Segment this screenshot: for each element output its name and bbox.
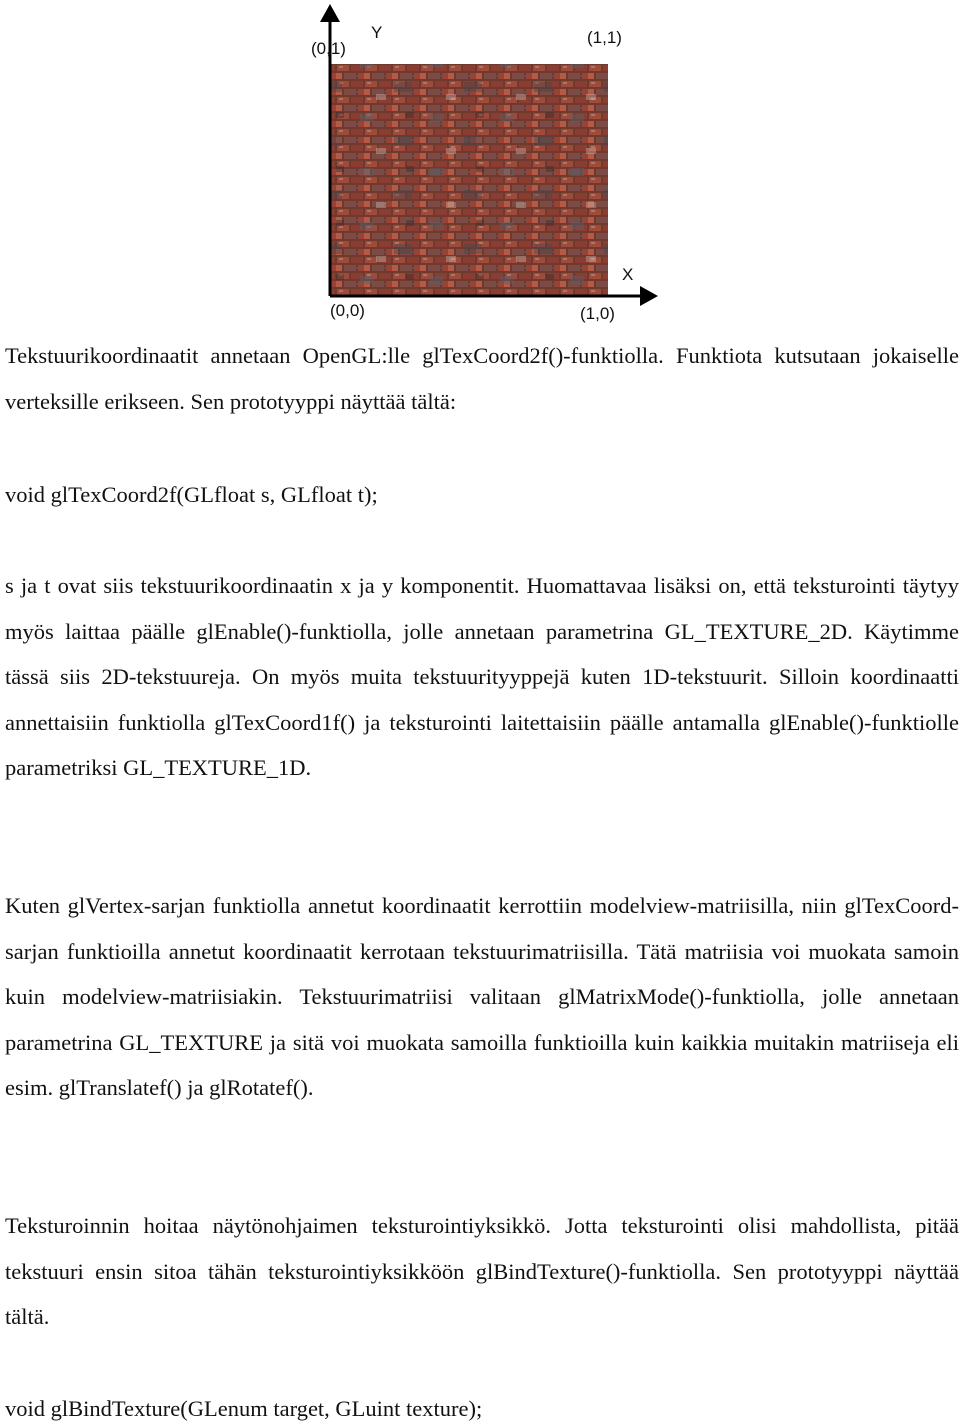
paragraph-texture-unit: Teksturoinnin hoitaa näytönohjaimen teksturointiyksikkö. Jotta teksturointi olisi mahdollista, pitää tekstuuri ensin sitoa tähän teksturointiyksikköön glBindTexture()-funktiolla. Sen prototyyppi näyttää tältä.: [5, 1213, 959, 1329]
y-axis-arrow: [320, 4, 340, 22]
code-prototype-bindtexture: void glBindTexture(GLenum target, GLuint texture);: [5, 1396, 483, 1421]
x-axis-label: X: [622, 265, 634, 284]
brick-wall-texture: [330, 64, 608, 296]
texture-coordinate-figure: [0, 0, 960, 330]
corner-label-top-right: (1,1): [587, 28, 622, 47]
paragraph-texture-matrix: Kuten glVertex-sarjan funktiolla annetut koordinaatit kerrottiin modelview-matriisilla, niin glTexCoord-sarjan funktioilla annetut koordinaatit kerrotaan tekstuurimatriisilla. Tätä matriisia voi muokata samoin kuin modelview-matriisiakin. Tekstuurimatriisi valitaan glMatrixMode()-funktiolla, jolle annetaan parametrina GL_TEXTURE ja sitä voi muokata samoilla funktioilla kuin kaikkia muitakin matriiseja eli esim. glTranslatef() ja glRotatef().: [5, 893, 959, 1100]
paragraph-intro: Tekstuurikoordinaatit annetaan OpenGL:lle glTexCoord2f()-funktiolla. Funktiota kutsutaan jokaiselle verteksille erikseen. Sen prototyyppi näyttää tältä:: [5, 343, 959, 414]
corner-label-bottom-left: (0,0): [330, 301, 365, 320]
paragraph-components: s ja t ovat siis tekstuurikoordinaatin x ja y komponentit. Huomattavaa lisäksi on, että teksturointi täytyy myös laittaa päälle glEnable()-funktiolla, jolle annetaan parametrina GL_TEXTURE_2D. Käytimme tässä siis 2D-tekstuureja. On myös muita tekstuurityyppejä kuten 1D-tekstuurit. Silloin koordinaatti annettaisiin funktiolla glTexCoord1f() ja teksturointi laitettaisiin päälle antamalla glEnable()-funktiolle parametriksi GL_TEXTURE_1D.: [5, 573, 959, 780]
x-axis-arrow: [640, 286, 658, 306]
code-prototype-texcoord: void glTexCoord2f(GLfloat s, GLfloat t);: [5, 482, 378, 507]
corner-label-top-left: (0,1): [311, 39, 346, 58]
corner-label-bottom-right: (1,0): [580, 304, 615, 323]
y-axis-label: Y: [371, 23, 383, 42]
